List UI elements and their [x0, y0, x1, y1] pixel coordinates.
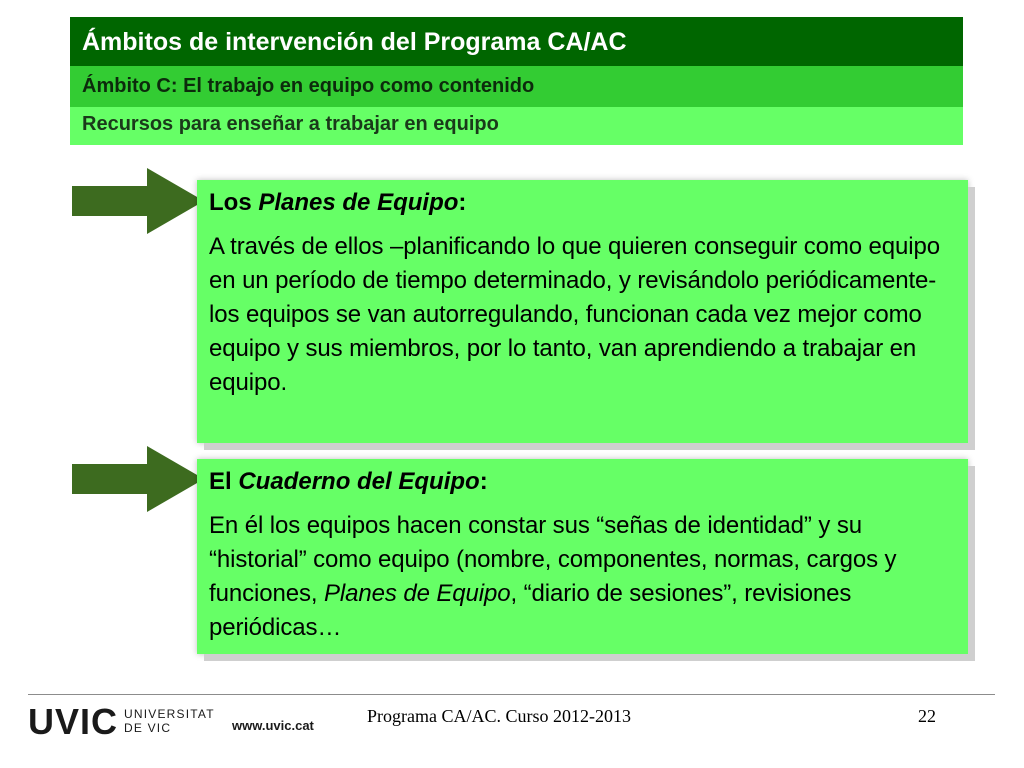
slide-subtitle: Ámbito C: El trabajo en equipo como contenido — [82, 75, 535, 97]
section-title: Recursos para enseñar a trabajar en equipo — [82, 113, 499, 135]
university-line2: DE VIC — [124, 721, 172, 735]
title-suffix: : — [458, 189, 467, 216]
body-part: En él los equipos hacen constar sus “señas de identidad” y su “historial” como equipo (nombre, componentes, normas, cargos y funciones, — [209, 512, 897, 607]
page-number: 22 — [918, 706, 936, 726]
title-prefix: El — [209, 468, 239, 495]
planes-de-equipo-box — [197, 180, 968, 443]
uvic-logo: UVIC — [28, 701, 119, 742]
slide-title-bar — [70, 17, 963, 69]
box-title — [209, 467, 954, 497]
cuaderno-del-equipo-box — [197, 459, 968, 654]
course-label: Programa CA/AC. Curso 2012-2013 — [367, 706, 631, 726]
university-name — [124, 707, 215, 735]
box-body — [209, 509, 954, 645]
title-italic: Cuaderno del Equipo — [238, 468, 480, 495]
slide-title: Ámbitos de intervención del Programa CA/AC — [82, 28, 627, 56]
website-link[interactable]: www.uvic.cat — [232, 718, 314, 733]
footer-divider — [28, 694, 995, 695]
section-bar — [70, 103, 963, 145]
title-prefix: Los — [209, 189, 259, 216]
box-body: A través de ellos –planificando lo que quieren conseguir como equipo en un período de tiempo determinado, y revisándolo periódicamente- los equipos se van autorregulando, funcionan cada vez mejor como equipo y sus miembros, por lo tanto, van aprendiendo a trabajar en equipo. — [209, 233, 941, 396]
body-part: , “diario de sesiones”, revisiones periódicas… — [209, 580, 852, 641]
university-line1: UNIVERSITAT — [124, 707, 215, 721]
arrow-right-icon — [72, 446, 204, 512]
subtitle-bar — [70, 66, 963, 107]
body-italic: Planes de Equipo — [323, 580, 511, 607]
box-title — [209, 188, 954, 218]
title-italic: Planes de Equipo — [258, 189, 459, 216]
arrow-right-icon — [72, 168, 204, 234]
title-suffix: : — [479, 468, 488, 495]
